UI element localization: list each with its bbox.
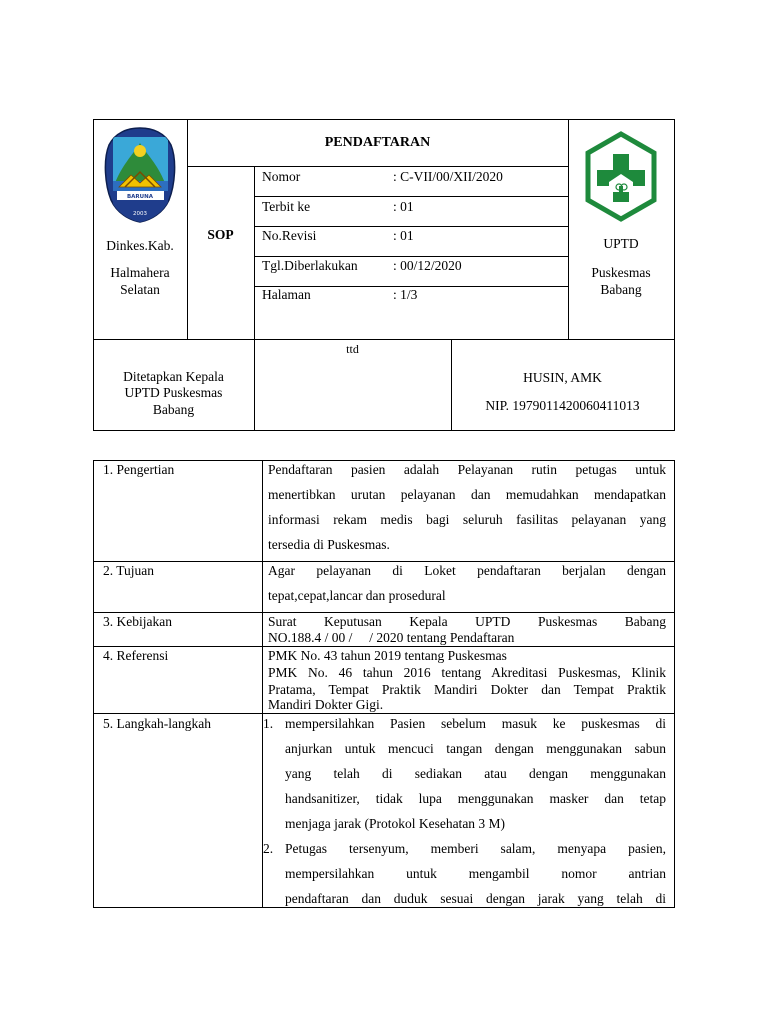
kebijakan-line-2: NO.188.4 / 00 / / 2020 tentang Pendaftaran (268, 630, 515, 645)
section-label-kebijakan: 3. Kebijakan (103, 614, 172, 629)
pengertian-line-1: Pendaftaran pasien adalah Pelayanan rutin petugas untuk (268, 462, 666, 477)
section-label-tujuan: 2. Tujuan (103, 563, 155, 578)
field-value-revisi: : 01 (393, 228, 414, 243)
langkah-item-2-line-2: mempersilahkan untuk mengambil nomor antrian (285, 866, 666, 881)
section-label-pengertian: 1. Pengertian (103, 462, 175, 477)
right-org-line3: Babang (600, 282, 642, 297)
approval-line1: Ditetapkan Kepala (123, 369, 224, 384)
section-label-referensi: 4. Referensi (103, 648, 169, 663)
signature-ttd: ttd (346, 342, 359, 356)
pengertian-line-3: informasi rekam medis bagi seluruh fasilitas pelayanan yang (268, 512, 666, 527)
field-label-nomor: Nomor (262, 169, 301, 184)
right-org-line2: Puskesmas (591, 265, 651, 280)
pengertian-line-2: menertibkan urutan pelayanan dan memudahkan mendapatkan (268, 487, 666, 502)
field-value-tgl: : 00/12/2020 (393, 258, 462, 273)
langkah-item-1-line-1: mempersilahkan Pasien sebelum masuk ke puskesmas di (285, 716, 666, 731)
langkah-item-2-number: 2. (263, 841, 274, 856)
field-label-revisi: No.Revisi (262, 228, 317, 243)
langkah-item-2-line-3: pendaftaran dan duduk sesuai dengan jarak yang telah di (285, 891, 666, 906)
referensi-line-2: PMK No. 46 tahun 2016 tentang Akreditasi Puskesmas, Klinik (268, 665, 666, 680)
tujuan-line-1: Agar pelayanan di Loket pendaftaran berjalan dengan (268, 563, 666, 578)
langkah-item-1-number: 1. (263, 716, 274, 731)
pengertian-line-4: tersedia di Puskesmas. (268, 537, 390, 552)
field-label-halaman: Halaman (262, 287, 311, 302)
left-org-line1: Dinkes.Kab. (106, 238, 174, 253)
puskesmas-logo (583, 130, 659, 223)
logo-caption: BARUNA (126, 194, 154, 200)
tujuan-line-2: tepat,cepat,lancar dan prosedural (268, 588, 446, 603)
langkah-item-1-line-5: menjaga jarak (Protokol Kesehatan 3 M) (285, 816, 506, 831)
approval-line2: UPTD Puskesmas (124, 385, 223, 400)
logo-year: 2003 (133, 211, 147, 217)
langkah-item-1-line-4: handsanitizer, tidak lupa menggunakan masker dan tetap (285, 791, 666, 806)
referensi-line-1: PMK No. 43 tahun 2019 tentang Puskesmas (268, 648, 507, 663)
field-value-terbit: : 01 (393, 199, 414, 214)
langkah-item-1-line-2: anjurkan untuk mencuci tangan dengan menggunakan sabun (285, 741, 666, 756)
section-label-langkah: 5. Langkah-langkah (103, 716, 211, 731)
kebijakan-line-1: Surat Keputusan Kepala UPTD Puskesmas Babang (268, 614, 666, 629)
field-value-nomor: : C-VII/00/XII/2020 (393, 169, 503, 184)
signatory-name: HUSIN, AMK (523, 370, 602, 385)
referensi-line-3: Pratama, Tempat Praktik Mandiri Dokter dan Tempat Praktik (268, 682, 666, 697)
approval-line3: Babang (152, 402, 195, 417)
langkah-item-2-line-1: Petugas tersenyum, memberi salam, menyapa pasien, (285, 841, 666, 856)
left-org-line2: Halmahera (110, 265, 170, 280)
document-title: PENDAFTARAN (324, 135, 431, 150)
field-label-terbit: Terbit ke (262, 199, 311, 214)
referensi-line-4: Mandiri Dokter Gigi. (268, 697, 384, 712)
sop-label: SOP (207, 227, 234, 242)
field-value-halaman: : 1/3 (393, 287, 418, 302)
langkah-item-1-line-3: yang telah di sediakan atau dengan menggunakan (285, 766, 666, 781)
halmahera-selatan-logo (103, 125, 178, 225)
right-org-line1: UPTD (603, 236, 639, 251)
left-org-line3: Selatan (120, 282, 160, 297)
signatory-nip: NIP. 197901142006041101З (485, 398, 640, 413)
field-label-tgl: Tgl.Diberlakukan (262, 258, 358, 273)
